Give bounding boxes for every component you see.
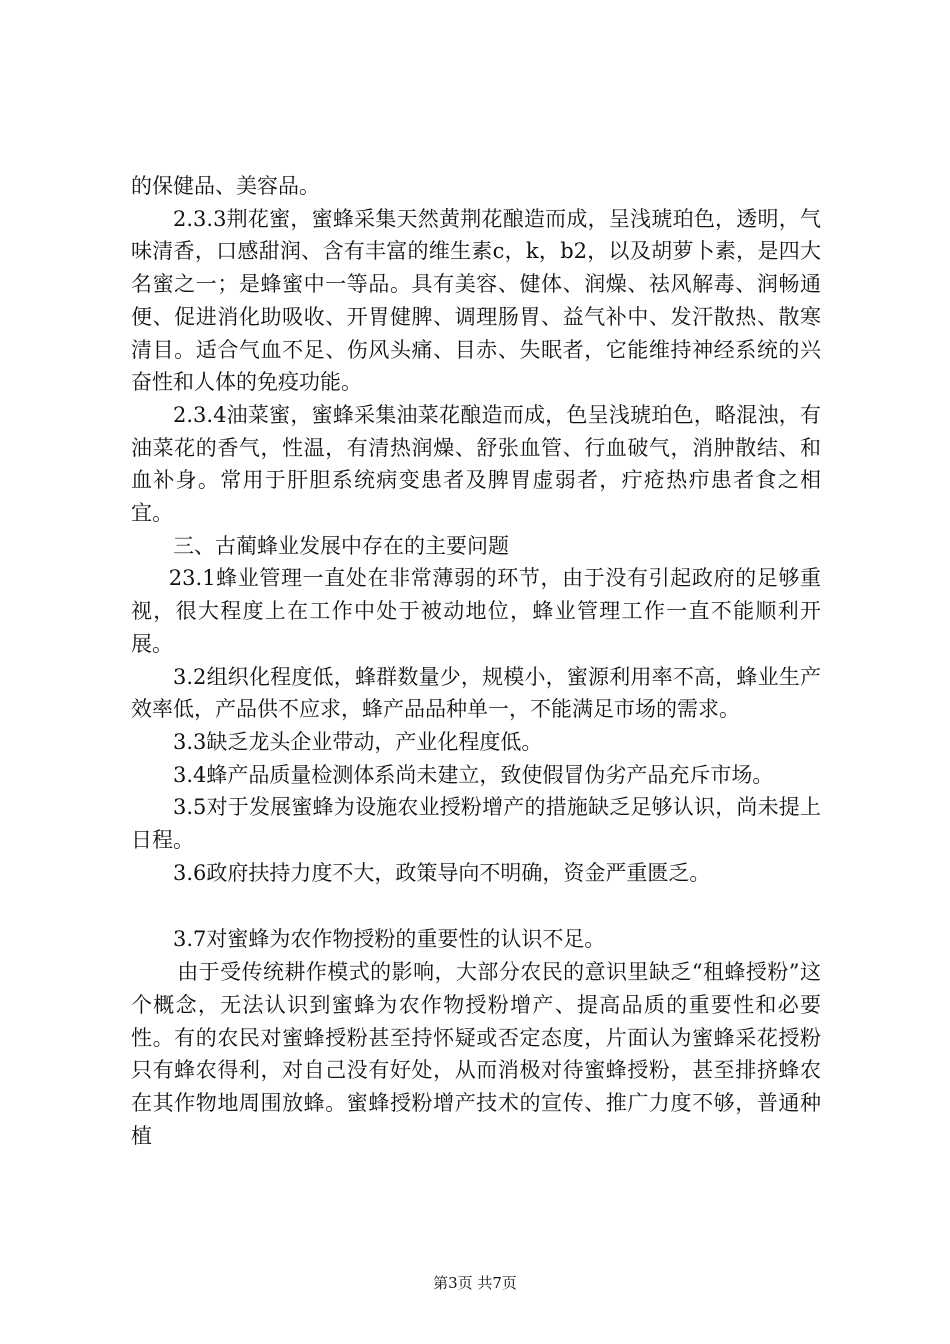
document-body [131,170,821,1152]
body-paragraph: 3.6政府扶持力度不大，政策导向不明确，资金严重匮乏。 [173,860,711,885]
body-paragraph: 的保健品、美容品。 [131,174,320,198]
body-paragraph: 由于受传统耕作模式的影响，大部分农民的意识里缺乏“租蜂授粉”这个概念，无法认识到蜜蜂为农作物授粉增产、提高品质的重要性和必要性。有的农民对蜜蜂授粉甚至持怀疑或否定态度，片面认为蜜蜂采花授粉只有蜂农得利，对自己没有好处，从而消极对待蜜蜂授粉，甚至排挤蜂农在其作物地周围放蜂。蜜蜂授粉增产技术的宣传、推广力度不够，普通种植 [131,960,821,1148]
paragraph-group-bottom [131,923,821,1152]
body-paragraph: 2.3.3荆花蜜，蜜蜂采集天然黄荆花酿造而成，呈浅琥珀色，透明，气味清香，口感甜润、含有丰富的维生素c，k，b2，以及胡萝卜素，是四大名蜜之一；是蜂蜜中一等品。具有美容、健体、润燥、祛风解毒、润畅通便、促进消化助吸收、开胃健脾、调理肠胃、益气补中、发汗散热、散寒清目。适合气血不足、伤风头痛、目赤、失眠者，它能维持神经系统的兴奋性和人体的免疫功能。 [131,206,821,395]
body-paragraph: 3.5对于发展蜜蜂为设施农业授粉增产的措施缺乏足够认识，尚未提上日程。 [131,795,821,853]
body-paragraph: 3.3缺乏龙头企业带动，产业化程度低。 [173,729,543,754]
page-footer: 第3页 共7页 [433,1274,517,1292]
body-paragraph: 三、古蔺蜂业发展中存在的主要问题 [173,533,509,558]
body-paragraph: 3.2组织化程度低，蜂群数量少，规模小，蜜源利用率不高，蜂业生产效率低，产品供不应求，蜂产品品种单一，不能满足市场的需求。 [131,664,821,722]
paragraph-gap [131,889,821,923]
body-paragraph: 3.4蜂产品质量检测体系尚未建立，致使假冒伪劣产品充斥市场。 [173,762,774,787]
body-paragraph: 2.3.4油菜蜜，蜜蜂采集油菜花酿造而成，色呈浅琥珀色，略混浊，有油菜花的香气，性温，有清热润燥、舒张血管、行血破气，消肿散结、和血补身。常用于肝胆系统病变患者及脾胃虚弱者，疔疮热疖患者食之相宜。 [131,402,821,526]
body-paragraph: 3.7对蜜蜂为农作物授粉的重要性的认识不足。 [173,927,606,952]
paragraph-group-top [131,170,821,889]
body-paragraph: 23.1蜂业管理一直处在非常薄弱的环节，由于没有引起政府的足够重视，很大程度上在工作中处于被动地位，蜂业管理工作一直不能顺利开展。 [131,566,821,656]
